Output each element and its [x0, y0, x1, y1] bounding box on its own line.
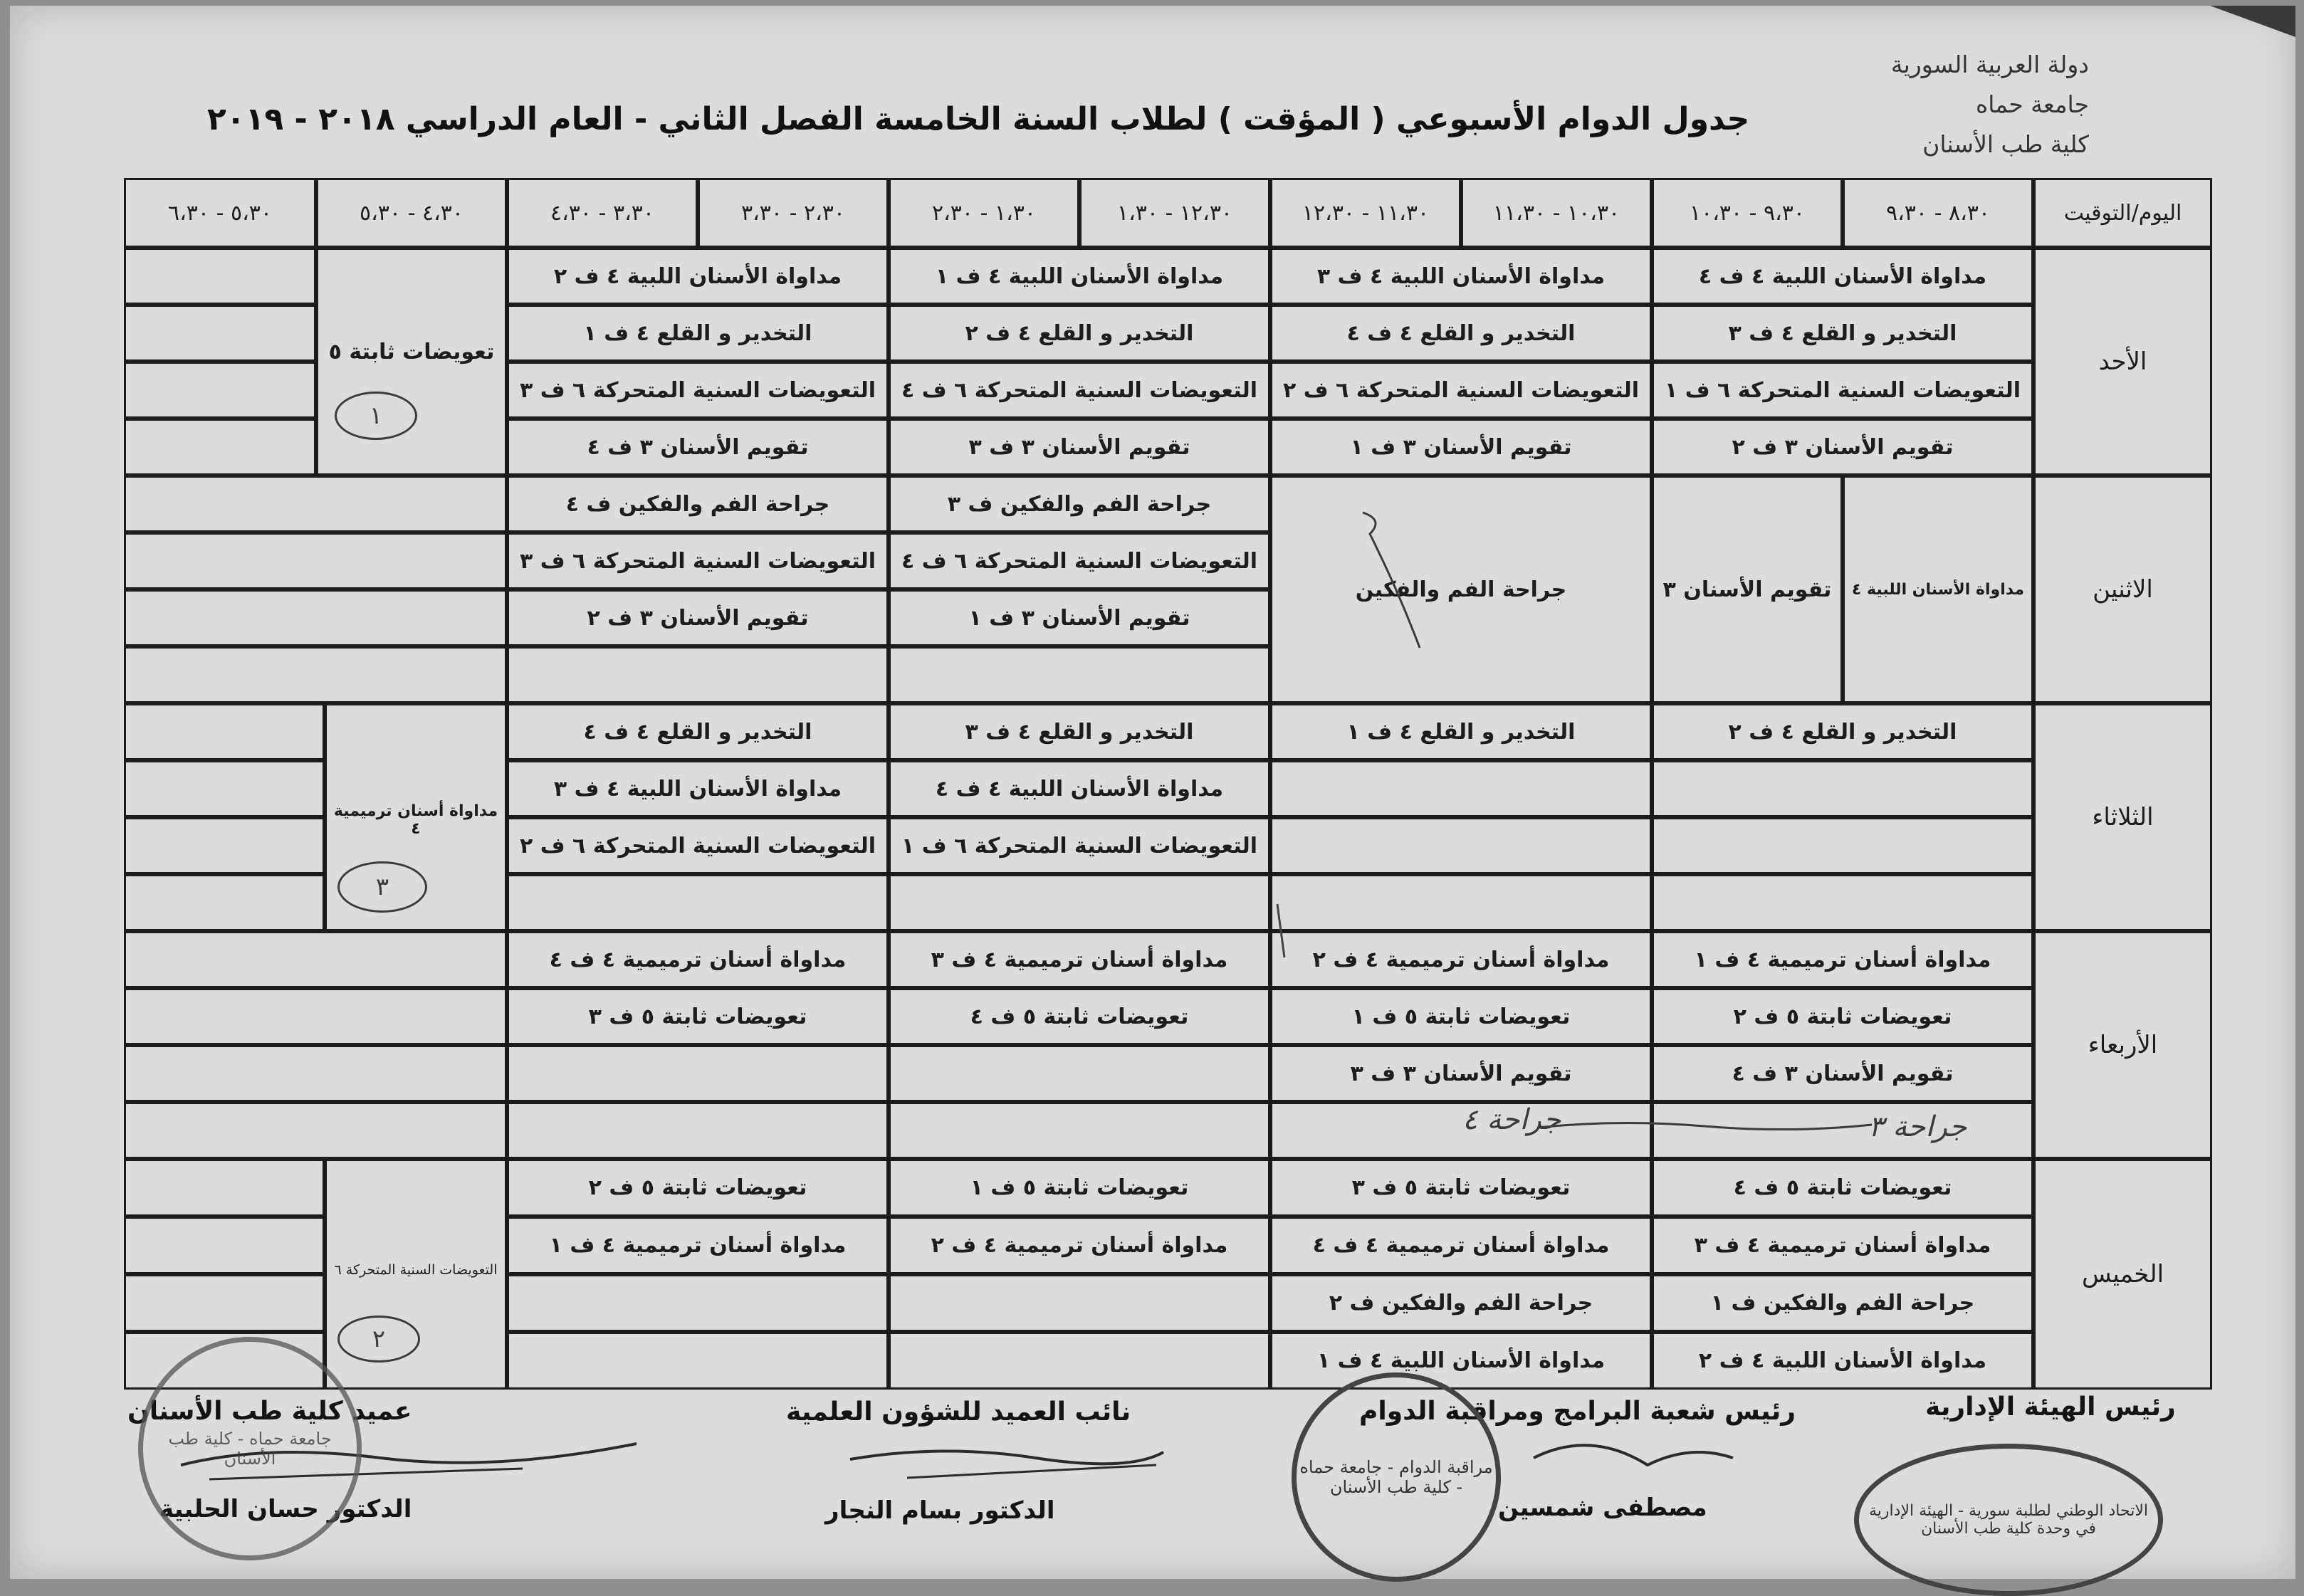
- sun-b4-r3: التعويضات السنية المتحركة ٦ ف ٣: [507, 362, 889, 419]
- mon-b3-r2: التعويضات السنية المتحركة ٦ ف ٤: [889, 532, 1270, 589]
- header-country: دولة العربية السورية: [1890, 51, 2089, 78]
- day-monday: الاثنين: [2033, 476, 2212, 703]
- mon-b4-r1: جراحة الفم والفكين ف ٤: [507, 476, 889, 532]
- mon-b2: جراحة الفم والفكين: [1270, 476, 1652, 703]
- wed-b1-r1: مداواة أسنان ترميمية ٤ ف ١: [1652, 931, 2033, 988]
- handwritten-circle-2: ٢: [337, 1316, 420, 1363]
- time-header-6: ١،٣٠ - ٢،٣٠: [889, 178, 1079, 248]
- schedule-document: [10, 6, 2295, 1579]
- mon-b4-r3: تقويم الأسنان ٣ ف ٢: [507, 589, 889, 646]
- sun-b4-r1: مداواة الأسنان اللبية ٤ ف ٢: [507, 248, 889, 305]
- thu-b6-r3: [124, 1274, 325, 1332]
- time-header-8: ٣،٣٠ - ٤،٣٠: [507, 178, 698, 248]
- tue-b6-r3: [124, 817, 325, 874]
- sun-b6-r1: [124, 248, 316, 305]
- thu-b4-r2: مداواة أسنان ترميمية ٤ ف ١: [507, 1217, 889, 1274]
- mon-b5-r3: [124, 589, 507, 646]
- thu-b3-r2: مداواة أسنان ترميمية ٤ ف ٢: [889, 1217, 1270, 1274]
- wed-b4-r2: تعويضات ثابتة ٥ ف ٣: [507, 988, 889, 1045]
- sun-b1-r4: تقويم الأسنان ٣ ف ٢: [1652, 419, 2033, 476]
- wed-b3-r1: مداواة أسنان ترميمية ٤ ف ٣: [889, 931, 1270, 988]
- sun-b3-r1: مداواة الأسنان اللبية ٤ ف ١: [889, 248, 1270, 305]
- thu-b2-r1: تعويضات ثابتة ٥ ف ٣: [1270, 1159, 1652, 1217]
- wed-b5-r1: [124, 931, 507, 988]
- sun-b2-r2: التخدير و القلع ٤ ف ٤: [1270, 305, 1652, 362]
- thu-b1-r4: مداواة الأسنان اللبية ٤ ف ٢: [1652, 1332, 2033, 1390]
- dean-stamp: جامعة حماه - كلية طب الأسنان: [138, 1337, 362, 1560]
- time-header-7: ٢،٣٠ - ٣،٣٠: [698, 178, 889, 248]
- tue-b3-r4: [889, 874, 1270, 931]
- mon-b5-r2: [124, 532, 507, 589]
- wed-b4-r4: [507, 1102, 889, 1159]
- handwritten-circle-3: ٣: [337, 861, 427, 913]
- thu-b4-r4: [507, 1332, 889, 1390]
- programs-head-name: مصطفى شمسين: [1498, 1493, 1707, 1522]
- tue-b1-r4: [1652, 874, 2033, 931]
- wed-b3-r4: [889, 1102, 1270, 1159]
- mon-b3-r1: جراحة الفم والفكين ف ٣: [889, 476, 1270, 532]
- tue-b4-r3: التعويضات السنية المتحركة ٦ ف ٢: [507, 817, 889, 874]
- programs-head-title: رئيس شعبة البرامج ومراقبة الدوام: [1359, 1397, 1796, 1426]
- attendance-control-stamp: مراقبة الدوام - جامعة حماه - كلية طب الأسنان: [1292, 1372, 1501, 1582]
- thu-b6-r2: [124, 1217, 325, 1274]
- tue-b1-r2: [1652, 760, 2033, 817]
- thu-b3-r1: تعويضات ثابتة ٥ ف ١: [889, 1159, 1270, 1217]
- thu-b1-r3: جراحة الفم والفكين ف ١: [1652, 1274, 2033, 1332]
- mon-b3-r3: تقويم الأسنان ٣ ف ١: [889, 589, 1270, 646]
- mon-b4-r2: التعويضات السنية المتحركة ٦ ف ٣: [507, 532, 889, 589]
- sun-b6-r3: [124, 362, 316, 419]
- time-header-4: ١١،٣٠ - ١٢،٣٠: [1270, 178, 1461, 248]
- mon-b3-r4: [889, 646, 1270, 703]
- signature-scribbles: [124, 1415, 1833, 1508]
- dean-name: الدكتور حسان الحلبية: [159, 1495, 412, 1523]
- handwritten-circle-1: ١: [335, 392, 417, 440]
- corner-header: اليوم/التوقيت: [2033, 178, 2212, 248]
- time-header-1: ٨،٣٠ - ٩،٣٠: [1843, 178, 2033, 248]
- vice-dean-name: الدكتور بسام النجار: [825, 1496, 1055, 1525]
- thu-b3-r4: [889, 1332, 1270, 1390]
- dean-title: عميد كلية طب الأسنان: [127, 1397, 412, 1426]
- sun-b4-r2: التخدير و القلع ٤ ف ١: [507, 305, 889, 362]
- thu-b4-r3: [507, 1274, 889, 1332]
- time-header-10: ٥،٣٠ - ٦،٣٠: [124, 178, 316, 248]
- time-header-9: ٤،٣٠ - ٥،٣٠: [316, 178, 507, 248]
- wed-b5-r4: [124, 1102, 507, 1159]
- tue-b6-r4: [124, 874, 325, 931]
- wed-b1-r2: تعويضات ثابتة ٥ ف ٢: [1652, 988, 2033, 1045]
- wed-b5-r2: [124, 988, 507, 1045]
- wed-b4-r3: [507, 1045, 889, 1102]
- handwritten-surgery-3: جراحة ٣: [1868, 1111, 1967, 1143]
- sun-b5: تعويضات ثابتة ٥: [316, 248, 507, 476]
- mon-c1: مداواة الأسنان اللبية ٤: [1843, 476, 2033, 703]
- tue-b3-r1: التخدير و القلع ٤ ف ٣: [889, 703, 1270, 760]
- sun-b4-r4: تقويم الأسنان ٣ ف ٤: [507, 419, 889, 476]
- wed-b3-r2: تعويضات ثابتة ٥ ف ٤: [889, 988, 1270, 1045]
- tue-b6-r2: [124, 760, 325, 817]
- handwritten-surgery-4: جراحة ٤: [1462, 1103, 1561, 1136]
- day-sunday: الأحد: [2033, 248, 2212, 476]
- wed-b2-r2: تعويضات ثابتة ٥ ف ١: [1270, 988, 1652, 1045]
- sun-b6-r4: [124, 419, 316, 476]
- sun-b6-r2: [124, 305, 316, 362]
- header-university: جامعة حماه: [1975, 90, 2089, 118]
- admin-board-head-title: رئيس الهيئة الإدارية: [1925, 1392, 2176, 1422]
- tue-b4-r4: [507, 874, 889, 931]
- tue-b2-r1: التخدير و القلع ٤ ف ١: [1270, 703, 1652, 760]
- thu-b2-r3: جراحة الفم والفكين ف ٢: [1270, 1274, 1652, 1332]
- wed-b5-r3: [124, 1045, 507, 1102]
- tue-b1-r1: التخدير و القلع ٤ ف ٢: [1652, 703, 2033, 760]
- sun-b1-r2: التخدير و القلع ٤ ف ٣: [1652, 305, 2033, 362]
- institution-header: [1891, 45, 2089, 164]
- sun-b2-r4: تقويم الأسنان ٣ ف ١: [1270, 419, 1652, 476]
- sun-b3-r4: تقويم الأسنان ٣ ف ٣: [889, 419, 1270, 476]
- mon-b5-r1: [124, 476, 507, 532]
- thu-b1-r2: مداواة أسنان ترميمية ٤ ف ٣: [1652, 1217, 2033, 1274]
- day-thursday: الخميس: [2033, 1159, 2212, 1390]
- schedule-table: [124, 178, 2212, 1390]
- thu-b1-r1: تعويضات ثابتة ٥ ف ٤: [1652, 1159, 2033, 1217]
- sun-b2-r3: التعويضات السنية المتحركة ٦ ف ٢: [1270, 362, 1652, 419]
- handwritten-arrow-line: [1534, 1116, 1875, 1138]
- day-tuesday: الثلاثاء: [2033, 703, 2212, 931]
- vice-dean-title: نائب العميد للشؤون العلمية: [786, 1397, 1131, 1427]
- day-wednesday: الأربعاء: [2033, 931, 2212, 1159]
- header-faculty: كلية طب الأسنان: [1922, 130, 2089, 158]
- thu-b4-r1: تعويضات ثابتة ٥ ف ٢: [507, 1159, 889, 1217]
- thu-b5: التعويضات السنية المتحركة ٦: [325, 1159, 507, 1390]
- thu-b3-r3: [889, 1274, 1270, 1332]
- mon-b4-r4: [507, 646, 889, 703]
- tue-b4-r1: التخدير و القلع ٤ ف ٤: [507, 703, 889, 760]
- sun-b1-r1: مداواة الأسنان اللبية ٤ ف ٤: [1652, 248, 2033, 305]
- tue-b4-r2: مداواة الأسنان اللبية ٤ ف ٣: [507, 760, 889, 817]
- page-title: جدول الدوام الأسبوعي ( المؤقت ) لطلاب السنة الخامسة الفصل الثاني - العام الدراسي ٢٠١٨ - ٢٠١٩: [206, 101, 1750, 137]
- wed-b4-r1: مداواة أسنان ترميمية ٤ ف ٤: [507, 931, 889, 988]
- time-header-5: ١٢،٣٠ - ١،٣٠: [1079, 178, 1270, 248]
- sun-b3-r2: التخدير و القلع ٤ ف ٢: [889, 305, 1270, 362]
- wed-b2-r3: تقويم الأسنان ٣ ف ٣: [1270, 1045, 1652, 1102]
- mon-c2: تقويم الأسنان ٣: [1652, 476, 1843, 703]
- wed-b2-r1: مداواة أسنان ترميمية ٤ ف ٢: [1270, 931, 1652, 988]
- time-header-2: ٩،٣٠ - ١٠،٣٠: [1652, 178, 1843, 248]
- page-corner-shadow: [2210, 6, 2295, 37]
- wed-b3-r3: [889, 1045, 1270, 1102]
- sun-b2-r1: مداواة الأسنان اللبية ٤ ف ٣: [1270, 248, 1652, 305]
- wed-b1-r3: تقويم الأسنان ٣ ف ٤: [1652, 1045, 2033, 1102]
- handwritten-marks: [1263, 505, 1448, 961]
- tue-b3-r2: مداواة الأسنان اللبية ٤ ف ٤: [889, 760, 1270, 817]
- thu-b2-r2: مداواة أسنان ترميمية ٤ ف ٤: [1270, 1217, 1652, 1274]
- time-header-3: ١٠،٣٠ - ١١،٣٠: [1461, 178, 1652, 248]
- student-union-stamp: الاتحاد الوطني لطلبة سورية - الهيئة الإدارية في وحدة كلية طب الأسنان: [1854, 1444, 2163, 1596]
- sun-b1-r3: التعويضات السنية المتحركة ٦ ف ١: [1652, 362, 2033, 419]
- tue-b1-r3: [1652, 817, 2033, 874]
- tue-b5: مداواة أسنان ترميمية ٤: [325, 703, 507, 931]
- mon-b5-r4: [124, 646, 507, 703]
- thu-b6-r1: [124, 1159, 325, 1217]
- tue-b3-r3: التعويضات السنية المتحركة ٦ ف ١: [889, 817, 1270, 874]
- sun-b3-r3: التعويضات السنية المتحركة ٦ ف ٤: [889, 362, 1270, 419]
- tue-b6-r1: [124, 703, 325, 760]
- thu-b2-r4: مداواة الأسنان اللبية ٤ ف ١: [1270, 1332, 1652, 1390]
